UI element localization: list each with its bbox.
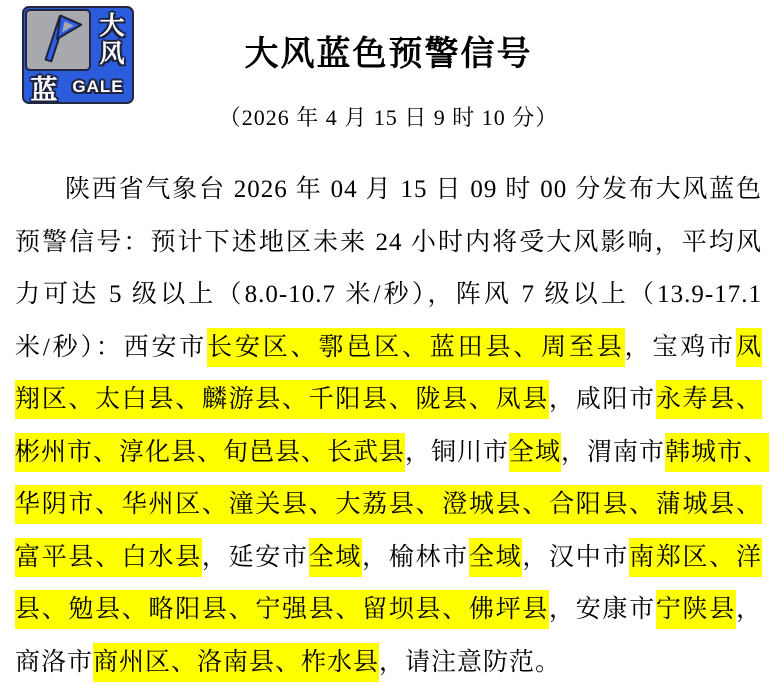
body-segment: ，汉中市 xyxy=(522,543,630,571)
highlighted-region-text: 南郑区、洋 xyxy=(629,538,762,577)
issue-datetime: （2026 年 4 月 15 日 9 时 10 分） xyxy=(218,105,559,130)
highlighted-region-text: 全域 xyxy=(309,538,362,577)
body-line xyxy=(15,374,762,427)
highlighted-region-text: 全域 xyxy=(469,538,522,577)
body-line xyxy=(15,269,762,322)
body-segment: ， xyxy=(735,596,762,623)
highlighted-region-text: 商州区、洛南县、柞水县 xyxy=(93,643,379,682)
body-line xyxy=(15,479,762,532)
gale-blue-warning-badge xyxy=(22,6,134,104)
body-segment: 力可达 5 级以上（8.0-10.7 米/秒），阵风 7 级以上（13.9-17.1 xyxy=(15,281,762,308)
badge-char-feng: 风 xyxy=(99,40,125,68)
body-segment: 预警信号：预计下述地区未来 24 小时内将受大风影响，平均风 xyxy=(15,228,762,256)
body-line xyxy=(15,217,762,270)
body-segment: ，渭南市 xyxy=(561,438,666,466)
body-text xyxy=(0,164,777,685)
body-segment: 商洛市 xyxy=(15,648,94,676)
highlighted-region-text: 韩城市、 xyxy=(665,433,769,472)
highlighted-region-text: 宁陕县 xyxy=(656,590,736,629)
highlighted-region-text: 翔区、太白县、麟游县、千阳县、陇县、凤县 xyxy=(15,380,549,419)
highlighted-region-text: 富平县、白水县 xyxy=(15,538,202,577)
badge-bottom-row xyxy=(24,72,132,105)
body-segment: ，宝鸡市 xyxy=(624,333,736,361)
body-line xyxy=(15,532,762,585)
highlighted-region-text: 全域 xyxy=(509,433,561,472)
body-line xyxy=(15,637,762,685)
flag-panel xyxy=(25,9,91,71)
badge-char-da: 大 xyxy=(99,12,125,40)
badge-gale-label: GALE xyxy=(72,77,124,96)
body-line xyxy=(15,322,762,375)
body-line xyxy=(15,584,762,637)
highlighted-region-text: 长安区、鄠邑区、蓝田县、周至县 xyxy=(207,328,625,367)
body-segment: ，安康市 xyxy=(549,596,656,623)
body-segment: 米/秒）：西安市 xyxy=(15,333,208,361)
badge-top-row xyxy=(24,8,132,72)
body-segment: ，铜川市 xyxy=(405,438,510,466)
highlighted-region-text: 凤 xyxy=(736,328,762,367)
body-segment: ，榆林市 xyxy=(362,543,469,571)
body-line xyxy=(15,164,762,217)
body-segment: ，咸阳市 xyxy=(549,386,656,413)
body-segment: 陕西省气象台 2026 年 04 月 15 日 09 时 00 分发布大风蓝色 xyxy=(65,176,762,203)
highlighted-region-text: 永寿县、 xyxy=(656,380,762,419)
highlighted-region-text: 华阴市、华州区、潼关县、大荔县、澄城县、合阳县、蒲城县、 xyxy=(15,485,762,524)
page-title: 大风蓝色预警信号 xyxy=(244,36,533,73)
body-segment: ，延安市 xyxy=(201,543,309,571)
highlighted-region-text: 彬州市、淳化县、旬邑县、长武县 xyxy=(15,433,405,472)
wind-flag-icon xyxy=(29,10,87,71)
badge-level-char: 蓝 xyxy=(30,74,58,105)
badge-cn-column xyxy=(92,8,132,72)
highlighted-region-text: 县、勉县、略阳县、宁强县、留坝县、佛坪县 xyxy=(15,590,549,629)
body-line xyxy=(15,427,770,480)
body-segment: ，请注意防范。 xyxy=(379,648,562,676)
